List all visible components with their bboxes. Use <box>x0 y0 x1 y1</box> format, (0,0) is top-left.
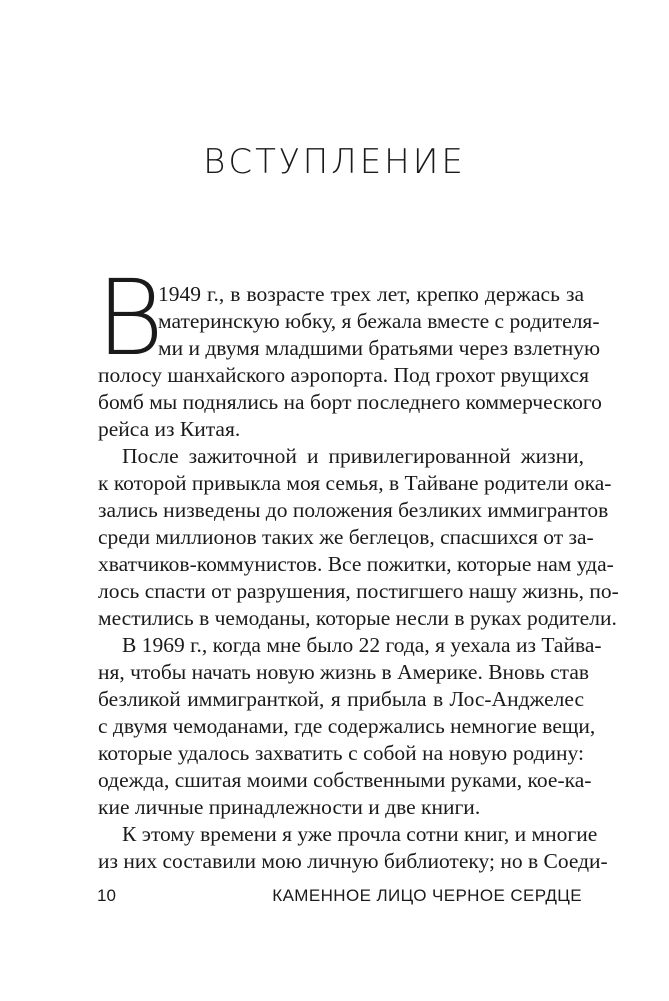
body-line: К этому времени я уже прочла сотни книг, и многие <box>122 822 598 846</box>
body-line: кие личные принадлежности и две книги. <box>98 795 481 819</box>
body-line: зались низведены до положения безликих иммигрантов <box>98 498 609 522</box>
body-line: бомб мы поднялись на борт последнего коммерческого <box>98 390 602 414</box>
body-line: местились в чемоданы, которые несли в руках родители. <box>98 606 617 630</box>
running-head: КАМЕННОЕ ЛИЦО ЧЕРНОЕ СЕРДЦЕ <box>272 886 582 905</box>
body-line: ми и двумя младшими братьями через взлетную <box>158 336 601 360</box>
body-line: После зажиточной и привилегированной жизни, <box>122 444 584 468</box>
body-line: с двумя чемоданами, где содержались немногие вещи, <box>98 714 596 738</box>
body-line: из них составили мою личную библиотеку; но в Соеди- <box>98 849 608 873</box>
body-line: к которой привыкла моя семья, в Тайване родители ока- <box>98 471 612 495</box>
body-line: хватчиков-коммунистов. Все пожитки, которые нам уда- <box>98 552 614 576</box>
body-line: которые удалось захватить с собой на новую родину: <box>98 741 584 765</box>
body-line: одежда, сшитая моими собственными руками, кое-ка- <box>98 768 592 792</box>
body-line: В 1969 г., когда мне было 22 года, я уехала из Тайва- <box>122 633 602 657</box>
drop-cap: В <box>96 257 165 379</box>
body-line: материнскую юбку, я бежала вместе с родителя- <box>158 309 600 333</box>
page-number: 10 <box>97 886 116 905</box>
body-line: среди миллионов таких же беглецов, спасшихся от за- <box>98 525 594 549</box>
body-line: рейса из Китая. <box>98 417 241 441</box>
body-line: ня, чтобы начать новую жизнь в Америке. Вновь став <box>98 660 590 684</box>
body-line: лось спасти от разрушения, постигшего нашу жизнь, по- <box>98 579 619 603</box>
body-line: полосу шанхайского аэропорта. Под грохот рвущихся <box>98 363 589 387</box>
body-line: безликой иммигранткой, я прибыла в Лос-Анджелес <box>98 687 584 711</box>
body-line: 1949 г., в возрасте трех лет, крепко держась за <box>158 282 584 306</box>
chapter-title: ВСТУПЛЕНИЕ <box>203 142 466 182</box>
